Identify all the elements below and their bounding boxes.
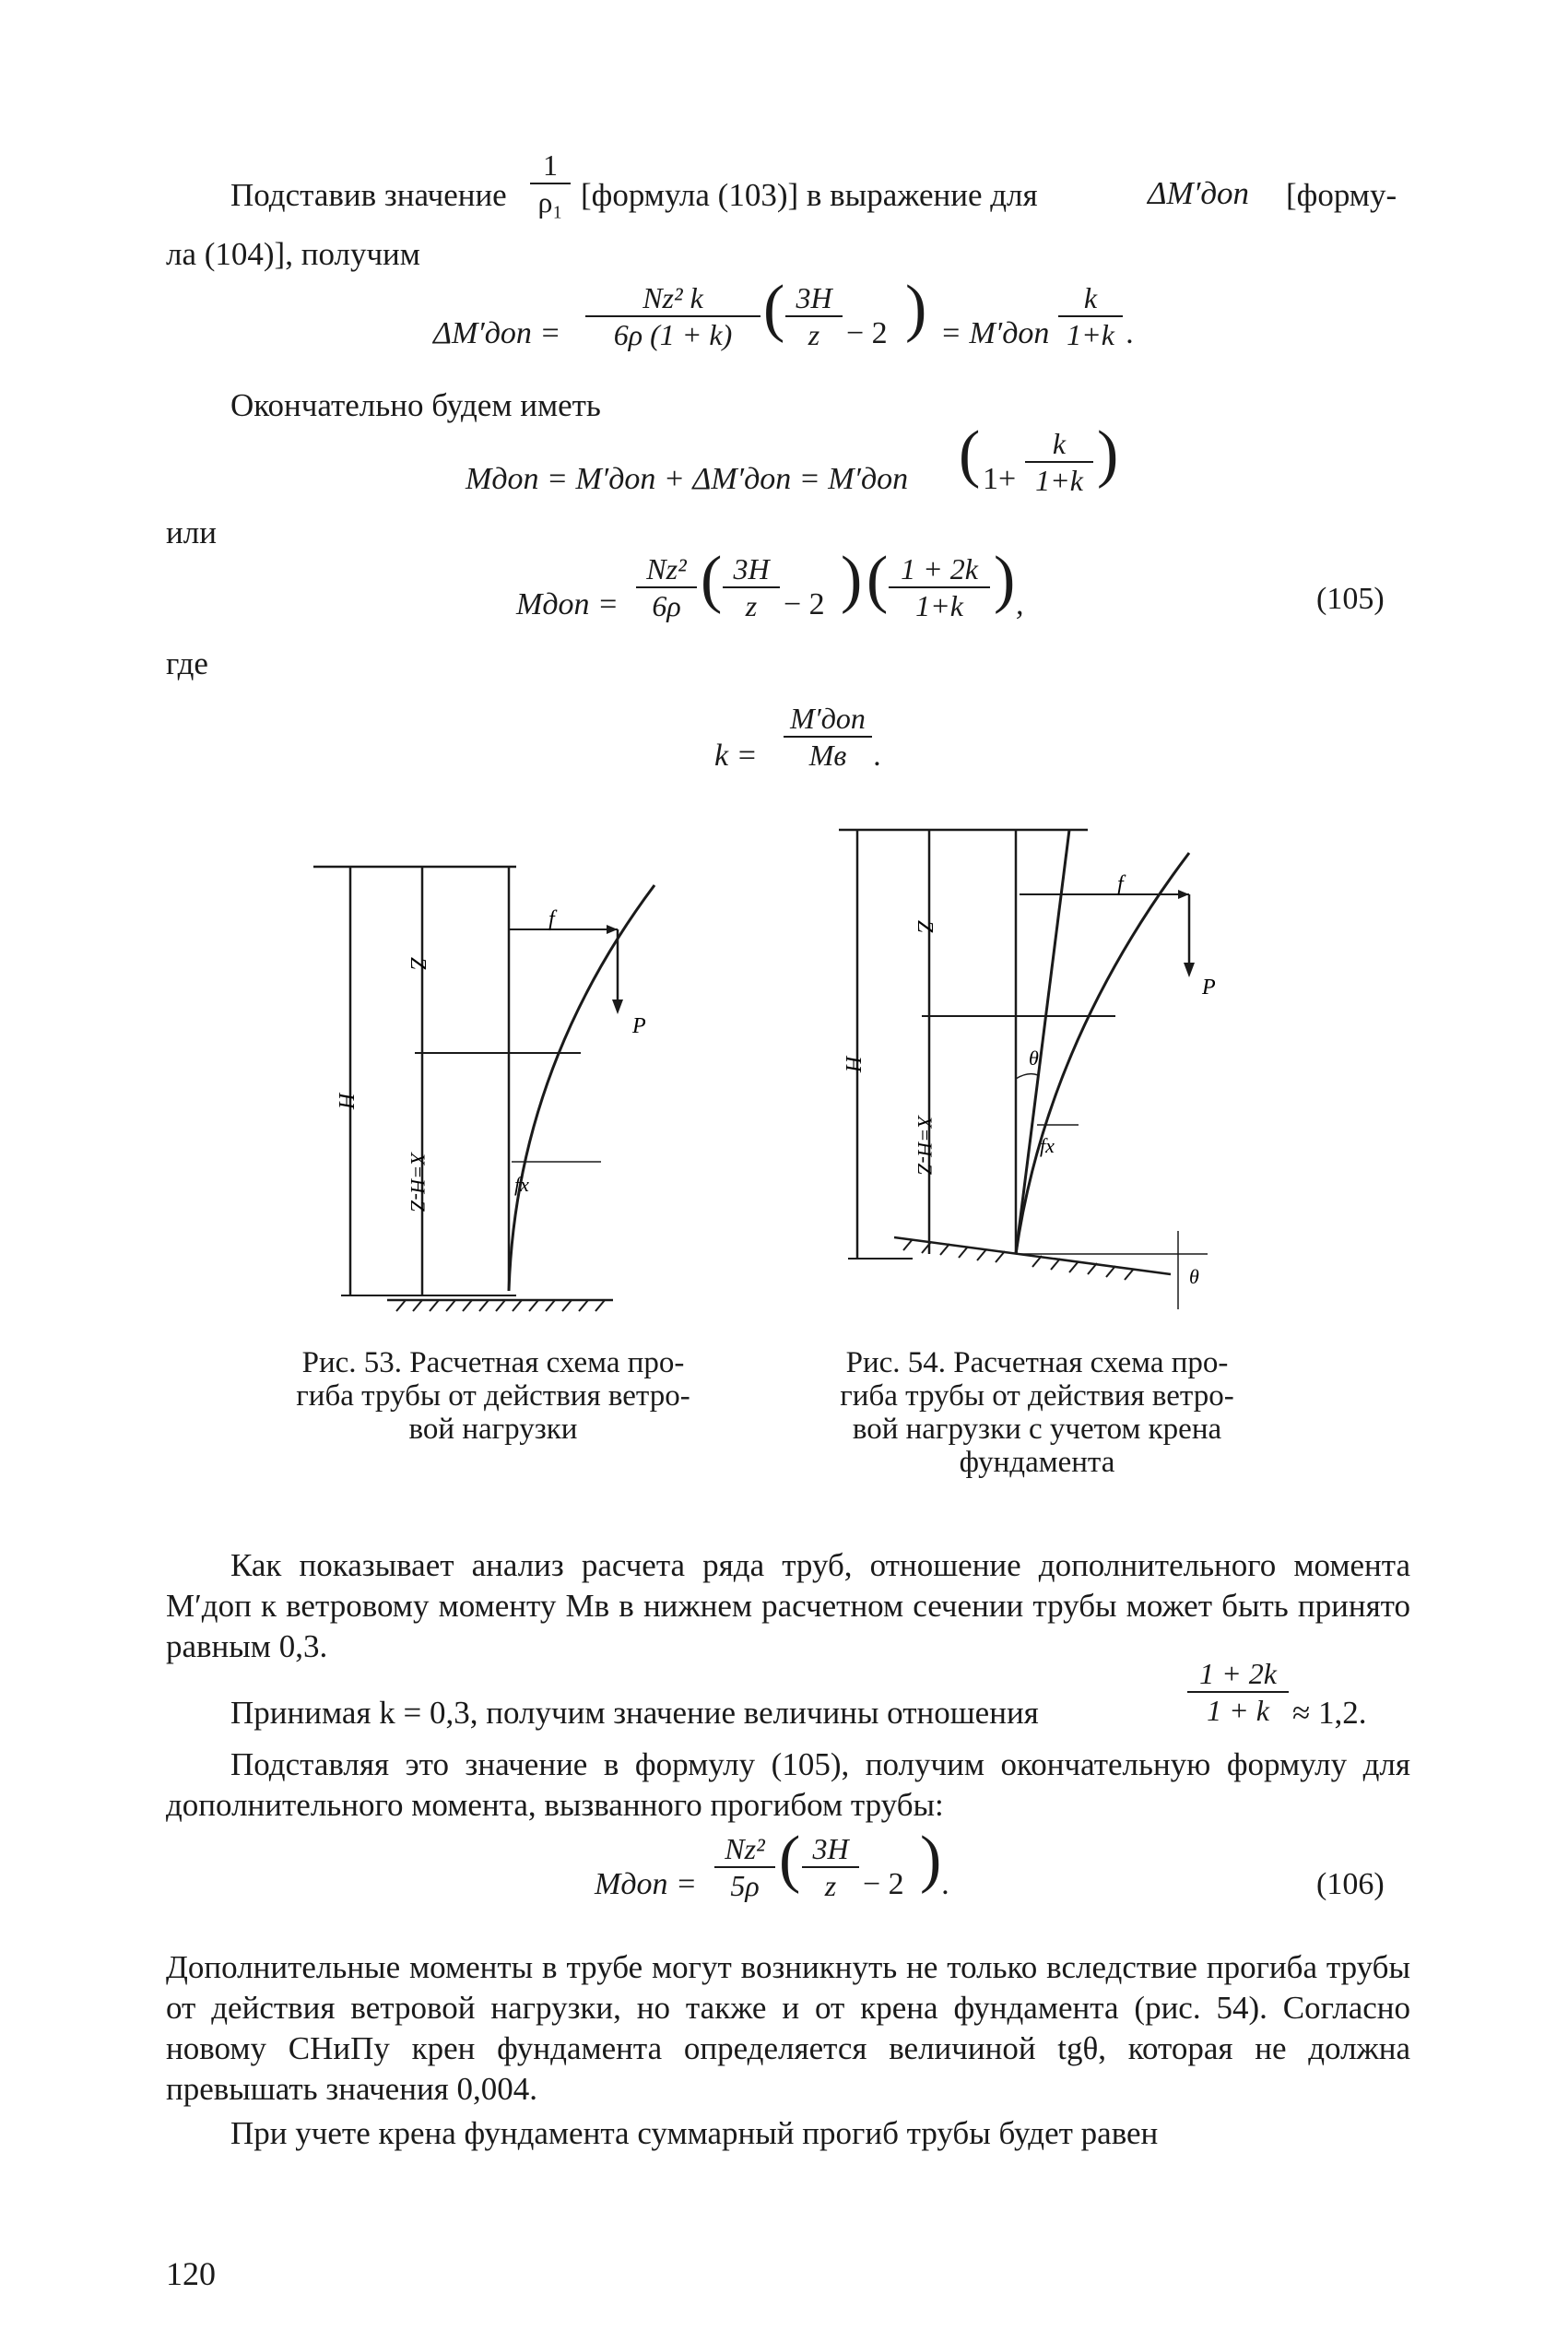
fig53-label-f: f: [548, 907, 555, 931]
eq5-paren-open: (: [779, 1824, 801, 1895]
eq2-lhs: Mдоп = M′доп + ΔM′доп = M′доп: [466, 462, 909, 496]
eq5-lhs: Mдоп =: [595, 1867, 697, 1901]
para-where: где: [166, 645, 208, 681]
equation-number-105: (105): [1316, 582, 1385, 616]
fig54-f-arrowhead: [1178, 890, 1189, 899]
para-substituting: Подставляя это значение в формулу (105), получим окончательную формулу для дополнительного момента, вызванного прогибом трубы:: [166, 1746, 1410, 1823]
delta-moment-term: ΔM′доп: [1148, 175, 1250, 211]
eq3-comma: ,: [1016, 587, 1024, 621]
para-intro-mid: [формула (103)] в выражение для: [581, 177, 1038, 213]
fig54-ground-hatch: [903, 1239, 1134, 1280]
figure-54-caption: Рис. 54. Расчетная схема про- гиба трубы от действия ветро- вой нагрузки с учетом крена фундамента: [840, 1346, 1234, 1479]
figure-53-diagram: [304, 848, 673, 1328]
fig53-label-fx: fx: [514, 1173, 529, 1196]
eq1-period: .: [1126, 316, 1135, 350]
eq3-paren-open: (: [701, 544, 723, 615]
fig54-label-x: X=H-Z: [914, 1116, 937, 1175]
fig53-f-arrowhead: [607, 925, 618, 934]
fig54-label-z: Z: [913, 920, 937, 933]
eq3-paren-close: ): [841, 544, 863, 615]
eq4-lhs: k =: [714, 739, 758, 773]
eq5-minus-two: − 2: [863, 1867, 904, 1901]
page-number: 120: [166, 2255, 216, 2292]
fig54-label-fx: fx: [1040, 1134, 1055, 1157]
eq4-fraction: M′доп Mв: [784, 701, 872, 773]
eq3-fraction-1: $\frac{\text{Nz²}}{6\rho}$: [636, 551, 697, 623]
para-intro-line2: ла (104)], получим: [166, 236, 420, 272]
para-total-deflection: При учете крена фундамента суммарный прогиб трубы будет равен: [230, 2115, 1159, 2151]
fig54-label-p: P: [1202, 976, 1216, 999]
fig53-load-arrowhead: [612, 999, 623, 1014]
fig54-tilted-ground: [894, 1237, 1171, 1274]
fig54-label-f: f: [1117, 872, 1124, 896]
eq1-fraction-1: $\frac{\text{Nz² k}}{6\rho (1 + k)}$: [585, 280, 760, 352]
figure-54-diagram: [802, 811, 1263, 1328]
para-intro-tail: [форму-: [1286, 177, 1397, 213]
fig53-ground-hatch: [396, 1300, 605, 1311]
figure-53-caption: Рис. 53. Расчетная схема про- гиба трубы от действия ветро- вой нагрузки: [296, 1346, 690, 1446]
fig54-label-theta-foundation: θ: [1189, 1265, 1199, 1288]
fig54-label-theta: θ: [1029, 1047, 1039, 1070]
eq5-period: .: [942, 1867, 950, 1901]
eq5-fraction-1: $\frac{\text{Nz²}}{5\rho}$: [714, 1831, 775, 1903]
fig54-label-h: H: [841, 1056, 865, 1072]
eq3-lhs: Mдоп =: [516, 587, 619, 621]
ratio-value: ≈ 1,2.: [1292, 1695, 1367, 1731]
fig53-label-x: X=H-Z: [407, 1153, 430, 1212]
eq3-fraction-2: $\frac{3H}{z}$: [723, 551, 780, 623]
eq1-fraction-2: $\frac{3H}{z}$: [785, 280, 843, 352]
eq1-rhs: = M′доп: [940, 316, 1050, 350]
intro-fraction: $\frac{1}{\text{ρ₁}}$: [530, 148, 571, 219]
eq5-paren-close: ): [920, 1824, 942, 1895]
eq3-paren2-open: (: [867, 544, 889, 615]
eq1-fraction-3: $\frac{k}{1+k}$: [1058, 280, 1123, 352]
eq5-fraction-2: $\frac{3H}{z}$: [802, 1831, 859, 1903]
eq1-minus-two: − 2: [846, 316, 888, 350]
eq1-paren-open: (: [763, 273, 785, 344]
eq3-fraction-3: $\frac{1 + 2k}{1+k}$: [889, 551, 990, 623]
fig54-theta-arc: [1016, 1074, 1038, 1079]
eq2-paren-close: ): [1097, 419, 1119, 490]
fig53-label-p: P: [632, 1014, 646, 1038]
eq3-paren2-close: ): [994, 544, 1016, 615]
eq2-fraction: $\frac{k}{1+k}$: [1025, 426, 1093, 498]
eq2-one-plus: 1+: [983, 462, 1017, 496]
eq1-paren-close: ): [905, 273, 927, 344]
eq1-lhs: ΔM′доп =: [433, 316, 561, 350]
para-or: или: [166, 514, 217, 550]
ratio-fraction: $\frac{1 + 2k}{1 + k}$: [1187, 1656, 1289, 1728]
fig54-load-arrowhead: [1184, 963, 1195, 977]
eq4-period: .: [874, 739, 882, 773]
eq2-paren-open: (: [959, 419, 981, 490]
eq3-minus-two: − 2: [784, 587, 825, 621]
para-taking-k: Принимая k = 0,3, получим значение величины отношения: [230, 1695, 1039, 1731]
para-analysis: Как показывает анализ расчета ряда труб, отношение дополнительного момента M′доп к ветровому моменту Mв в нижнем расчетном сечении трубы может быть принято равным 0,3.: [166, 1547, 1410, 1664]
fig53-deflected-tube: [509, 885, 654, 1291]
fig53-label-h: H: [334, 1093, 358, 1109]
fig53-label-z: Z: [406, 957, 430, 970]
para-intro: Подставив значение: [230, 177, 507, 213]
para-finally: Окончательно будем иметь: [230, 387, 601, 423]
para-additional-moments: Дополнительные моменты в трубе могут возникнуть не только вследствие прогиба трубы от действия ветровой нагрузки, но также и от крена фундамента (рис. 54). Согласно новому СНиПу крен фундамента определяется величиной tgθ, которая не должна превышать значения 0,004.: [166, 1949, 1410, 2107]
equation-number-106: (106): [1316, 1867, 1385, 1901]
